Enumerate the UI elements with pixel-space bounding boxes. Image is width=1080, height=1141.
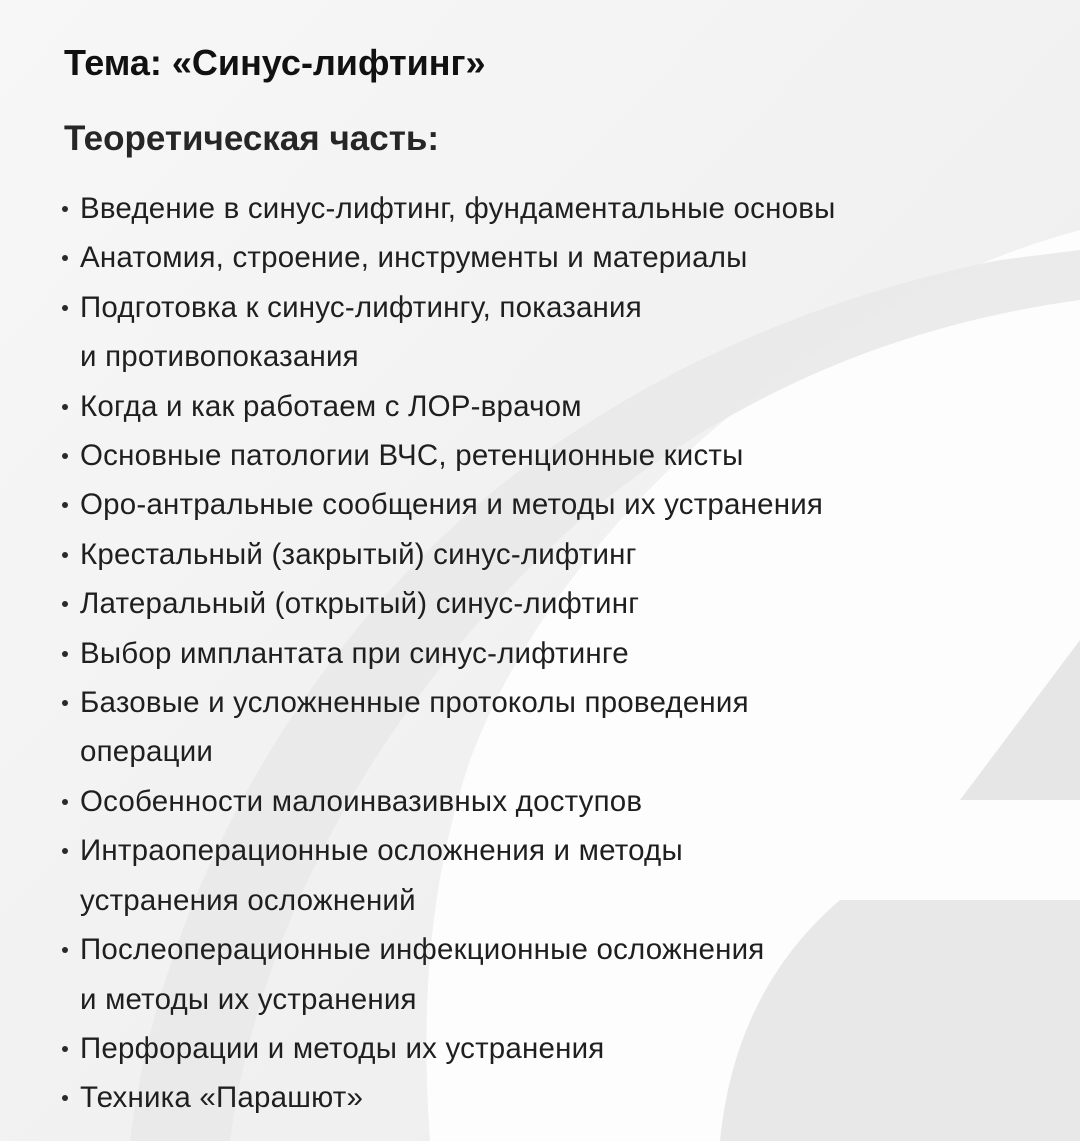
list-item	[58, 233, 1068, 282]
list-item	[58, 1073, 1068, 1122]
list-item	[58, 826, 1068, 925]
list-item	[58, 925, 1068, 1024]
bullet-icon	[62, 453, 68, 459]
list-item-text: Перфорации и методы их устранения	[80, 1031, 605, 1065]
list-item	[58, 480, 1068, 529]
list-item-text: Выбор имплантата при синус-лифтинге	[80, 636, 629, 670]
list-item-text: Интраоперационные осложнения и методы устранения осложнений	[80, 834, 683, 917]
list-item	[58, 1024, 1068, 1073]
bullet-icon	[62, 255, 68, 261]
bullet-icon	[62, 601, 68, 607]
list-item-text: Послеоперационные инфекционные осложнения и методы их устранения	[80, 933, 765, 1016]
bullet-icon	[62, 947, 68, 953]
bullet-icon	[62, 305, 68, 311]
bullet-icon	[62, 552, 68, 558]
list-item-text: Подготовка к синус-лифтингу, показания и противопоказания	[80, 290, 642, 374]
list-item-text: Анатомия, строение, инструменты и материалы	[80, 241, 748, 275]
section-title: Теоретическая часть:	[64, 119, 440, 158]
list-item-text: Латеральный (открытый) синус-лифтинг	[80, 587, 640, 621]
list-item	[58, 184, 1068, 233]
bullet-icon	[62, 1095, 68, 1101]
list-item-text: Когда и как работаем с ЛОР-врачом	[80, 389, 582, 423]
list-item-text: Крестальный (закрытый) синус-лифтинг	[80, 537, 637, 571]
bullet-icon	[62, 651, 68, 657]
list-item-text: Базовые и усложненные протоколы проведения операции	[80, 686, 749, 769]
bullet-icon	[62, 206, 68, 212]
list-item	[58, 283, 1068, 382]
list-item	[58, 382, 1068, 431]
list-item	[58, 629, 1068, 678]
bullet-icon	[62, 1046, 68, 1052]
bullet-icon	[62, 848, 68, 854]
list-item-text: Техника «Парашют»	[80, 1081, 364, 1115]
bullet-icon	[62, 502, 68, 508]
topic-title: Тема: «Синус-лифтинг»	[64, 42, 486, 83]
list-item-text: Оро-антральные сообщения и методы их устранения	[80, 488, 824, 522]
list-item-text: Основные патологии ВЧС, ретенционные кисты	[80, 439, 744, 473]
list-item	[58, 431, 1068, 480]
bullet-icon	[62, 799, 68, 805]
list-item	[58, 678, 1068, 777]
list-item	[58, 530, 1068, 579]
list-item	[58, 579, 1068, 628]
topic-list	[58, 184, 1068, 1123]
list-item	[58, 777, 1068, 826]
bullet-icon	[62, 700, 68, 706]
bullet-icon	[62, 404, 68, 410]
list-item-text: Введение в синус-лифтинг, фундаментальные основы	[80, 192, 836, 225]
list-item-text: Особенности малоинвазивных доступов	[80, 784, 643, 818]
